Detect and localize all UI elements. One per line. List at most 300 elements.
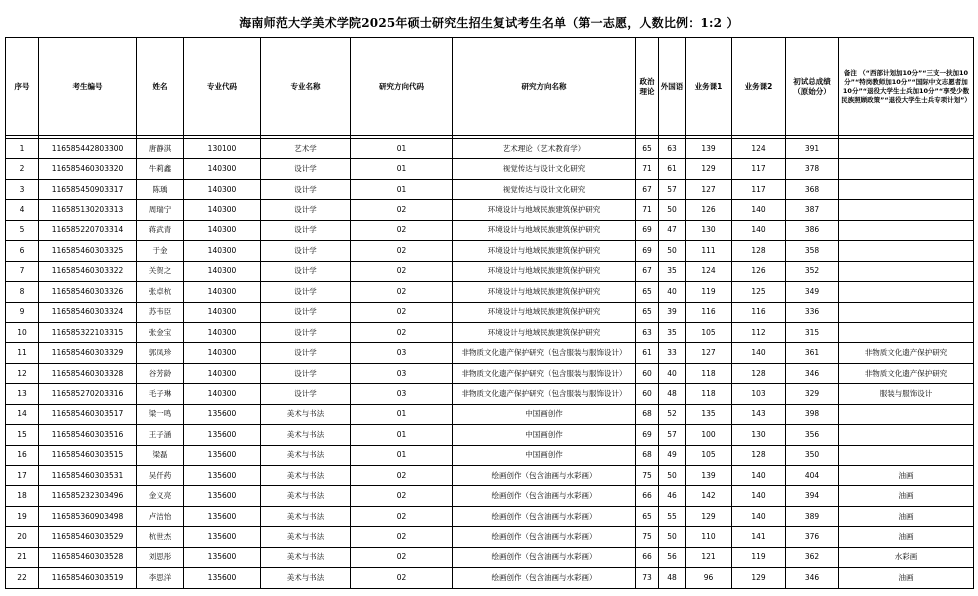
header-major-code: 专业代码: [184, 38, 261, 136]
header-direction-code: 研究方向代码: [351, 38, 453, 136]
direction-name-cell: 中国画创作: [453, 445, 636, 465]
major-code-cell: 135600: [184, 466, 261, 486]
name-cell: 李思洋: [137, 568, 184, 588]
remark-cell: [839, 302, 974, 322]
major-code-cell: 135600: [184, 425, 261, 445]
table-row: [6, 486, 974, 506]
seq-cell: 20: [6, 527, 39, 547]
exam-no-cell: 116585460303325: [39, 241, 137, 261]
major-code-cell: 130100: [184, 139, 261, 159]
remark-cell: 服装与服饰设计: [839, 384, 974, 404]
major-code-cell: 140300: [184, 200, 261, 220]
direction-name-cell: 非物质文化遗产保护研究（包含服装与服饰设计）: [453, 384, 636, 404]
course2-cell: 103: [732, 384, 786, 404]
course1-cell: 124: [686, 261, 732, 281]
remark-cell: 油画: [839, 486, 974, 506]
course1-cell: 126: [686, 200, 732, 220]
major-name-cell: 设计学: [261, 179, 351, 199]
remark-cell: [839, 200, 974, 220]
table-row: [6, 568, 974, 588]
total-cell: 352: [786, 261, 839, 281]
direction-name-cell: 绘画创作（包含油画与水彩画）: [453, 486, 636, 506]
politics-cell: 67: [636, 179, 659, 199]
course1-cell: 127: [686, 343, 732, 363]
direction-name-cell: 视觉传达与设计文化研究: [453, 179, 636, 199]
major-name-cell: 设计学: [261, 261, 351, 281]
course2-cell: 128: [732, 241, 786, 261]
exam-no-cell: 116585460303531: [39, 466, 137, 486]
foreign-cell: 63: [659, 139, 686, 159]
remark-cell: [839, 282, 974, 302]
major-name-cell: 艺术学: [261, 139, 351, 159]
major-name-cell: 美术与书法: [261, 486, 351, 506]
remark-cell: 油画: [839, 568, 974, 588]
major-code-cell: 140300: [184, 241, 261, 261]
major-code-cell: 140300: [184, 220, 261, 240]
total-cell: 361: [786, 343, 839, 363]
total-cell: 398: [786, 404, 839, 424]
direction-code-cell: 02: [351, 466, 453, 486]
table-row: [6, 200, 974, 220]
seq-cell: 14: [6, 404, 39, 424]
exam-no-cell: 116585460303529: [39, 527, 137, 547]
header-total: 初试总成绩（原始分）: [786, 38, 839, 136]
header-direction-name: 研究方向名称: [453, 38, 636, 136]
name-cell: 郭凤珍: [137, 343, 184, 363]
table-row: [6, 179, 974, 199]
header-course2: 业务课2: [732, 38, 786, 136]
direction-code-cell: 01: [351, 445, 453, 465]
major-name-cell: 设计学: [261, 241, 351, 261]
header-seq: 序号: [6, 38, 39, 136]
seq-cell: 9: [6, 302, 39, 322]
remark-cell: [839, 139, 974, 159]
course2-cell: 125: [732, 282, 786, 302]
direction-name-cell: 绘画创作（包含油画与水彩画）: [453, 506, 636, 526]
foreign-cell: 50: [659, 241, 686, 261]
table-row: [6, 220, 974, 240]
exam-no-cell: 116585270203316: [39, 384, 137, 404]
remark-cell: [839, 220, 974, 240]
direction-name-cell: 非物质文化遗产保护研究（包含服装与服饰设计）: [453, 343, 636, 363]
major-code-cell: 135600: [184, 527, 261, 547]
table-row: [6, 466, 974, 486]
name-cell: 于金: [137, 241, 184, 261]
seq-cell: 6: [6, 241, 39, 261]
direction-code-cell: 02: [351, 282, 453, 302]
remark-cell: [839, 261, 974, 281]
politics-cell: 67: [636, 261, 659, 281]
direction-code-cell: 02: [351, 547, 453, 567]
table-row: [6, 343, 974, 363]
seq-cell: 16: [6, 445, 39, 465]
foreign-cell: 61: [659, 159, 686, 179]
foreign-cell: 47: [659, 220, 686, 240]
foreign-cell: 46: [659, 486, 686, 506]
foreign-cell: 50: [659, 527, 686, 547]
major-name-cell: 美术与书法: [261, 527, 351, 547]
course2-cell: 140: [732, 200, 786, 220]
name-cell: 苏韦臣: [137, 302, 184, 322]
course2-cell: 117: [732, 179, 786, 199]
name-cell: 蒋武青: [137, 220, 184, 240]
course2-cell: 130: [732, 425, 786, 445]
course1-cell: 139: [686, 139, 732, 159]
direction-code-cell: 02: [351, 322, 453, 342]
table-row: [6, 425, 974, 445]
seq-cell: 4: [6, 200, 39, 220]
foreign-cell: 39: [659, 302, 686, 322]
major-name-cell: 设计学: [261, 200, 351, 220]
seq-cell: 12: [6, 363, 39, 383]
course2-cell: 140: [732, 343, 786, 363]
course2-cell: 140: [732, 486, 786, 506]
exam-no-cell: 116585360903498: [39, 506, 137, 526]
seq-cell: 19: [6, 506, 39, 526]
course1-cell: 142: [686, 486, 732, 506]
total-cell: 358: [786, 241, 839, 261]
major-name-cell: 美术与书法: [261, 506, 351, 526]
remark-cell: 油画: [839, 506, 974, 526]
direction-code-cell: 02: [351, 302, 453, 322]
politics-cell: 68: [636, 404, 659, 424]
direction-code-cell: 02: [351, 506, 453, 526]
direction-code-cell: 03: [351, 384, 453, 404]
politics-cell: 71: [636, 159, 659, 179]
total-cell: 376: [786, 527, 839, 547]
politics-cell: 65: [636, 506, 659, 526]
foreign-cell: 49: [659, 445, 686, 465]
major-name-cell: 美术与书法: [261, 404, 351, 424]
course1-cell: 96: [686, 568, 732, 588]
exam-no-cell: 116585460303519: [39, 568, 137, 588]
table-row: [6, 506, 974, 526]
total-cell: 387: [786, 200, 839, 220]
major-name-cell: 美术与书法: [261, 547, 351, 567]
name-cell: 张卓杭: [137, 282, 184, 302]
table-row: [6, 527, 974, 547]
header-row: [6, 38, 974, 136]
direction-code-cell: 02: [351, 261, 453, 281]
course1-cell: 118: [686, 384, 732, 404]
politics-cell: 63: [636, 322, 659, 342]
direction-name-cell: 环境设计与地域民族建筑保护研究: [453, 282, 636, 302]
course2-cell: 119: [732, 547, 786, 567]
politics-cell: 66: [636, 486, 659, 506]
name-cell: 梁一鸣: [137, 404, 184, 424]
remark-cell: [839, 404, 974, 424]
major-name-cell: 美术与书法: [261, 466, 351, 486]
table-row: [6, 302, 974, 322]
exam-no-cell: 116585322103315: [39, 322, 137, 342]
table-row: [6, 261, 974, 281]
direction-name-cell: 绘画创作（包含油画与水彩画）: [453, 527, 636, 547]
course2-cell: 116: [732, 302, 786, 322]
major-code-cell: 140300: [184, 302, 261, 322]
major-name-cell: 设计学: [261, 384, 351, 404]
total-cell: 349: [786, 282, 839, 302]
course2-cell: 141: [732, 527, 786, 547]
header-name: 姓名: [137, 38, 184, 136]
exam-no-cell: 116585460303329: [39, 343, 137, 363]
exam-no-cell: 116585460303517: [39, 404, 137, 424]
major-code-cell: 135600: [184, 568, 261, 588]
course2-cell: 117: [732, 159, 786, 179]
major-code-cell: 135600: [184, 404, 261, 424]
course2-cell: 143: [732, 404, 786, 424]
course1-cell: 118: [686, 363, 732, 383]
direction-name-cell: 环境设计与地域民族建筑保护研究: [453, 241, 636, 261]
foreign-cell: 50: [659, 200, 686, 220]
seq-cell: 15: [6, 425, 39, 445]
header-politics: 政治理论: [636, 38, 659, 136]
direction-code-cell: 02: [351, 241, 453, 261]
direction-name-cell: 绘画创作（包含油画与水彩画）: [453, 568, 636, 588]
total-cell: 356: [786, 425, 839, 445]
direction-code-cell: 01: [351, 425, 453, 445]
total-cell: 389: [786, 506, 839, 526]
course2-cell: 129: [732, 568, 786, 588]
politics-cell: 68: [636, 445, 659, 465]
table-row: [6, 384, 974, 404]
foreign-cell: 40: [659, 363, 686, 383]
politics-cell: 75: [636, 527, 659, 547]
major-code-cell: 135600: [184, 506, 261, 526]
exam-no-cell: 116585460303328: [39, 363, 137, 383]
foreign-cell: 57: [659, 425, 686, 445]
direction-code-cell: 03: [351, 343, 453, 363]
course1-cell: 105: [686, 445, 732, 465]
course1-cell: 119: [686, 282, 732, 302]
seq-cell: 18: [6, 486, 39, 506]
course2-cell: 140: [732, 506, 786, 526]
major-name-cell: 设计学: [261, 302, 351, 322]
name-cell: 周瑞宁: [137, 200, 184, 220]
seq-cell: 7: [6, 261, 39, 281]
table-row: [6, 139, 974, 159]
direction-name-cell: 环境设计与地域民族建筑保护研究: [453, 322, 636, 342]
name-cell: 卢洁怡: [137, 506, 184, 526]
direction-name-cell: 中国画创作: [453, 404, 636, 424]
course1-cell: 130: [686, 220, 732, 240]
direction-name-cell: 艺术理论（艺术教育学）: [453, 139, 636, 159]
exam-no-cell: 116585460303516: [39, 425, 137, 445]
table-row: [6, 159, 974, 179]
remark-cell: 水彩画: [839, 547, 974, 567]
remark-cell: 非物质文化遗产保护研究: [839, 343, 974, 363]
name-cell: 杭世杰: [137, 527, 184, 547]
direction-name-cell: 环境设计与地域民族建筑保护研究: [453, 261, 636, 281]
major-name-cell: 美术与书法: [261, 425, 351, 445]
course2-cell: 140: [732, 466, 786, 486]
direction-code-cell: 02: [351, 527, 453, 547]
foreign-cell: 56: [659, 547, 686, 567]
major-code-cell: 140300: [184, 384, 261, 404]
politics-cell: 69: [636, 220, 659, 240]
course1-cell: 139: [686, 466, 732, 486]
seq-cell: 17: [6, 466, 39, 486]
remark-cell: 非物质文化遗产保护研究: [839, 363, 974, 383]
major-name-cell: 设计学: [261, 159, 351, 179]
name-cell: 梁磊: [137, 445, 184, 465]
politics-cell: 60: [636, 384, 659, 404]
remark-cell: [839, 425, 974, 445]
exam-no-cell: 116585442803300: [39, 139, 137, 159]
header-course1: 业务课1: [686, 38, 732, 136]
name-cell: 刘思彤: [137, 547, 184, 567]
exam-no-cell: 116585460303320: [39, 159, 137, 179]
major-name-cell: 设计学: [261, 343, 351, 363]
direction-code-cell: 02: [351, 486, 453, 506]
candidate-table: [5, 37, 974, 589]
total-cell: 329: [786, 384, 839, 404]
header-remarks: 备注 （“西部计划加10分”“三支一扶加10分”“特岗教师加10分”“国际中文志愿者加10分”“退役大学生士兵加10分”“享受少数民族照顾政策”“退役大学生士兵专项计划”）: [839, 38, 974, 136]
politics-cell: 75: [636, 466, 659, 486]
total-cell: 362: [786, 547, 839, 567]
major-name-cell: 美术与书法: [261, 445, 351, 465]
seq-cell: 22: [6, 568, 39, 588]
exam-no-cell: 116585450903317: [39, 179, 137, 199]
major-name-cell: 设计学: [261, 220, 351, 240]
total-cell: 315: [786, 322, 839, 342]
table-row: [6, 363, 974, 383]
table-row: [6, 282, 974, 302]
politics-cell: 66: [636, 547, 659, 567]
foreign-cell: 55: [659, 506, 686, 526]
direction-code-cell: 01: [351, 179, 453, 199]
major-code-cell: 140300: [184, 343, 261, 363]
direction-code-cell: 02: [351, 220, 453, 240]
politics-cell: 61: [636, 343, 659, 363]
seq-cell: 13: [6, 384, 39, 404]
exam-no-cell: 116585130203313: [39, 200, 137, 220]
course1-cell: 116: [686, 302, 732, 322]
direction-code-cell: 02: [351, 200, 453, 220]
total-cell: 386: [786, 220, 839, 240]
direction-name-cell: 绘画创作（包含油画与水彩画）: [453, 466, 636, 486]
total-cell: 350: [786, 445, 839, 465]
exam-no-cell: 116585460303324: [39, 302, 137, 322]
total-cell: 378: [786, 159, 839, 179]
foreign-cell: 48: [659, 568, 686, 588]
seq-cell: 1: [6, 139, 39, 159]
course2-cell: 112: [732, 322, 786, 342]
politics-cell: 65: [636, 302, 659, 322]
name-cell: 唐静淇: [137, 139, 184, 159]
name-cell: 关贺之: [137, 261, 184, 281]
direction-name-cell: 环境设计与地域民族建筑保护研究: [453, 302, 636, 322]
direction-code-cell: 03: [351, 363, 453, 383]
name-cell: 王子涵: [137, 425, 184, 445]
exam-no-cell: 116585460303322: [39, 261, 137, 281]
course1-cell: 129: [686, 506, 732, 526]
foreign-cell: 40: [659, 282, 686, 302]
foreign-cell: 35: [659, 261, 686, 281]
remark-cell: [839, 241, 974, 261]
name-cell: 金义亮: [137, 486, 184, 506]
remark-cell: 油画: [839, 527, 974, 547]
course2-cell: 126: [732, 261, 786, 281]
course2-cell: 128: [732, 445, 786, 465]
exam-no-cell: 116585460303515: [39, 445, 137, 465]
remark-cell: [839, 322, 974, 342]
politics-cell: 69: [636, 241, 659, 261]
total-cell: 346: [786, 363, 839, 383]
table-row: [6, 547, 974, 567]
major-code-cell: 140300: [184, 159, 261, 179]
course1-cell: 110: [686, 527, 732, 547]
course1-cell: 121: [686, 547, 732, 567]
seq-cell: 5: [6, 220, 39, 240]
foreign-cell: 57: [659, 179, 686, 199]
major-code-cell: 140300: [184, 179, 261, 199]
exam-no-cell: 116585220703314: [39, 220, 137, 240]
direction-code-cell: 01: [351, 404, 453, 424]
foreign-cell: 48: [659, 384, 686, 404]
course1-cell: 111: [686, 241, 732, 261]
foreign-cell: 50: [659, 466, 686, 486]
major-code-cell: 135600: [184, 445, 261, 465]
exam-no-cell: 116585460303326: [39, 282, 137, 302]
major-code-cell: 140300: [184, 261, 261, 281]
seq-cell: 21: [6, 547, 39, 567]
major-name-cell: 设计学: [261, 322, 351, 342]
course2-cell: 140: [732, 220, 786, 240]
total-cell: 336: [786, 302, 839, 322]
course1-cell: 127: [686, 179, 732, 199]
course1-cell: 135: [686, 404, 732, 424]
name-cell: 牛莉鑫: [137, 159, 184, 179]
politics-cell: 65: [636, 139, 659, 159]
direction-name-cell: 环境设计与地域民族建筑保护研究: [453, 200, 636, 220]
seq-cell: 3: [6, 179, 39, 199]
total-cell: 391: [786, 139, 839, 159]
major-code-cell: 135600: [184, 547, 261, 567]
foreign-cell: 35: [659, 322, 686, 342]
foreign-cell: 33: [659, 343, 686, 363]
remark-cell: [839, 159, 974, 179]
header-major-name: 专业名称: [261, 38, 351, 136]
politics-cell: 60: [636, 363, 659, 383]
major-code-cell: 140300: [184, 282, 261, 302]
politics-cell: 69: [636, 425, 659, 445]
direction-name-cell: 中国画创作: [453, 425, 636, 445]
direction-code-cell: 01: [351, 159, 453, 179]
table-row: [6, 404, 974, 424]
major-name-cell: 设计学: [261, 282, 351, 302]
course1-cell: 129: [686, 159, 732, 179]
name-cell: 吴仟药: [137, 466, 184, 486]
exam-no-cell: 116585460303528: [39, 547, 137, 567]
direction-name-cell: 绘画创作（包含油画与水彩画）: [453, 547, 636, 567]
total-cell: 404: [786, 466, 839, 486]
page-title: 海南师范大学美术学院2025年硕士研究生招生复试考生名单（第一志愿，人数比例：1:2 ）: [239, 16, 739, 30]
seq-cell: 2: [6, 159, 39, 179]
name-cell: 张金宝: [137, 322, 184, 342]
major-name-cell: 美术与书法: [261, 568, 351, 588]
course1-cell: 100: [686, 425, 732, 445]
name-cell: 谷芳龄: [137, 363, 184, 383]
header-foreign: 外国语: [659, 38, 686, 136]
table-row: [6, 445, 974, 465]
foreign-cell: 52: [659, 404, 686, 424]
direction-name-cell: 视觉传达与设计文化研究: [453, 159, 636, 179]
major-name-cell: 设计学: [261, 363, 351, 383]
direction-code-cell: 02: [351, 568, 453, 588]
seq-cell: 10: [6, 322, 39, 342]
major-code-cell: 140300: [184, 363, 261, 383]
header-exam-no: 考生编号: [39, 38, 137, 136]
